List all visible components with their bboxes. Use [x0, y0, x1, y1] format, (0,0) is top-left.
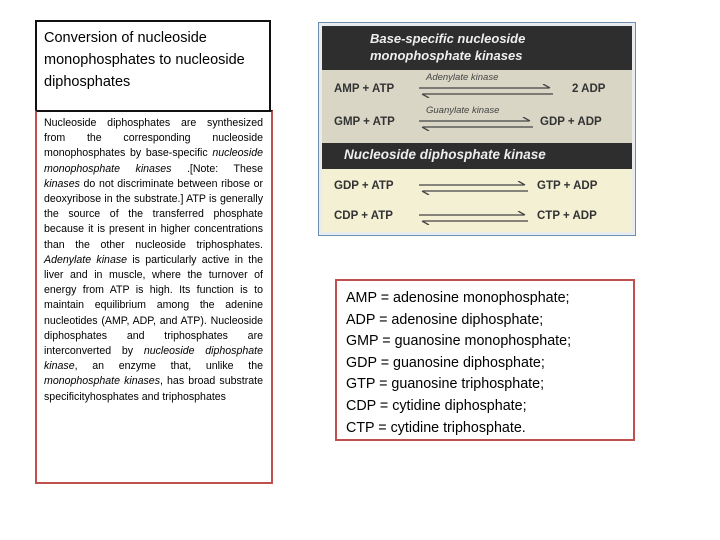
reaction-2-left: GMP + ATP: [334, 116, 395, 128]
equilibrium-arrow-icon: [417, 84, 557, 98]
body-emphasis-1: nucleoside monophosphate kinases: [44, 147, 263, 175]
diagram-header-line-2: monophosphate kinases: [370, 48, 523, 63]
legend-adp: ADP = adenosine diphosphate;: [346, 311, 544, 328]
body-emphasis-2: kinases: [44, 177, 80, 190]
body-text-4: is particularly active in the liver and in muscle, where the turnover of energy from ATP is high. Its function is to maintain equilibrium among the adenine nucleotides (AMP, ADP, and ATP). Nucleoside diphosphates and triphosphates are interconverted by: [44, 253, 263, 358]
equilibrium-arrow-icon: [417, 211, 532, 225]
reaction-1-enzyme: Adenylate kinase: [426, 72, 499, 83]
title-box: [35, 20, 271, 110]
body-text-box: [35, 110, 273, 484]
diagram-header-3: Nucleoside diphosphate kinase: [344, 147, 546, 162]
body-emphasis-3: Adenylate kinase: [44, 253, 128, 266]
diagram-header-monophosphate-kinases: [322, 26, 632, 70]
body-emphasis-4: nucleoside diphosphate kinase: [44, 345, 263, 373]
body-paragraph: [44, 116, 263, 405]
body-emphasis-5: monophosphate kinases: [44, 375, 160, 388]
legend-gmp: GMP = guanosine monophosphate;: [346, 333, 572, 350]
diagram-header-diphosphate-kinase: [322, 143, 632, 169]
diagram-canvas: [322, 26, 632, 232]
legend-amp: AMP = adenosine monophosphate;: [346, 290, 570, 306]
legend-ctp: CTP = cytidine triphosphate.: [346, 419, 526, 436]
reaction-3-right: GTP + ADP: [537, 180, 598, 192]
diagram-header-line-1: Base-specific nucleoside: [370, 31, 526, 46]
body-text-5: , an enzyme that, unlike the: [74, 360, 263, 373]
reaction-1-left: AMP + ATP: [334, 83, 395, 95]
reaction-3-left: GDP + ATP: [334, 180, 394, 192]
reaction-4-right: CTP + ADP: [537, 210, 597, 222]
kinase-diagram: [318, 22, 636, 236]
slide-title: Conversion of nucleoside monophosphates to nucleoside diphosphates: [44, 30, 245, 90]
equilibrium-arrow-icon: [417, 117, 537, 131]
reaction-1-right: 2 ADP: [572, 83, 606, 95]
body-text-1: Nucleoside diphosphates are synthesized from the corresponding nucleoside monophosphates by base-specific: [44, 117, 263, 160]
legend-gdp: GDP = guanosine diphosphate;: [346, 354, 545, 371]
body-text-2: .[Note: These: [171, 162, 263, 175]
reaction-2-right: GDP + ADP: [540, 116, 602, 128]
reaction-4-left: CDP + ATP: [334, 210, 393, 222]
reaction-2-enzyme: Guanylate kinase: [426, 105, 500, 116]
diagram-header-text: [370, 30, 525, 64]
legend-gtp: GTP = guanosine triphosphate;: [346, 376, 545, 393]
body-text-3: do not discriminate between ribose or deoxyribose in the substrate.] ATP is generally the source of the transferred phosphate because it is present in higher concentrations than the other nucleoside triphosphates.: [44, 177, 263, 251]
body-text-6: , has broad substrate specificityhosphates and triphosphates: [44, 375, 263, 403]
equilibrium-arrow-icon: [417, 181, 532, 195]
abbreviation-legend: [335, 279, 635, 441]
legend-cdp: CDP = cytidine diphosphate;: [346, 397, 527, 414]
